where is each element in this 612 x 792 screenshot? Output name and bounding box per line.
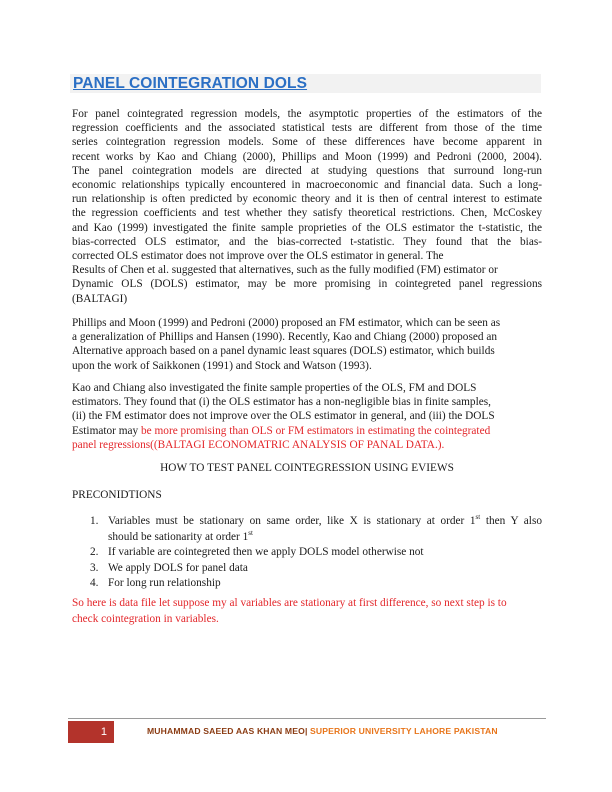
text-line: Phillips and Moon (1999) and Pedroni (2000) proposed an FM estimator, which can be seen as [72, 317, 501, 329]
text-line-red: So here is data file let suppose my al variables are stationary at first difference, so next step is to [72, 597, 507, 609]
closing-note [72, 596, 542, 627]
text-line [72, 424, 542, 438]
text-line: Kao and Chiang also investigated the finite sample properties of the OLS, FM and DOLS [72, 382, 477, 394]
list-number: 4. [90, 577, 99, 589]
text-line: upon the work of Saikkonen (1991) and Stock and Watson (1993). [72, 359, 372, 372]
footer-credit [147, 726, 498, 736]
section-title: HOW TO TEST PANEL COINTEGRESSION USING EVIEWS [160, 462, 454, 474]
page-number: 1 [100, 726, 107, 738]
text-line: run relationship is often predicted by economic theory and it is then of central interest to estimate [72, 193, 542, 206]
list-item [72, 514, 542, 545]
list-number: 2. [90, 546, 99, 558]
text-line: Results of Chen et al. suggested that alternatives, such as the fully modified (FM) estimator or [72, 264, 498, 277]
text-line [108, 530, 542, 546]
text-line: series cointegration regression models. Some of these differences have become apparent in [72, 136, 542, 149]
text-line: Alternative approach based on a panel dynamic least squares (DOLS) estimator, which builds [72, 345, 495, 358]
text-line-red: check cointegration in variables. [72, 612, 219, 625]
text-line: bias-corrected OLS estimator, and the bias-corrected t-statistic. They found that the bias- [72, 235, 542, 248]
list-number: 1. [90, 515, 99, 527]
list-item [72, 561, 542, 577]
text-line: and Kao (1999) investigated the finite sample proprieties of the OLS estimator the t-statistic, the [72, 221, 542, 234]
paragraph-fm-estimator [72, 316, 542, 373]
list-item [72, 545, 542, 561]
condition-text: We apply DOLS for panel data [108, 561, 248, 574]
text-black: Estimator may [72, 424, 142, 437]
superscript: st [248, 528, 253, 537]
page-number-box [68, 721, 114, 743]
footer-divider [68, 718, 546, 719]
text-line: recent works by Kao and Chiang (2000), Phillips and Moon (1999) and Pedroni (2000, 2004). [72, 150, 542, 163]
list-item [72, 576, 542, 592]
text-line: (ii) the FM estimator does not improve over the OLS estimator in general, and (iii) the DOLS [72, 410, 495, 423]
condition-text: If variable are cointegreted then we apply DOLS model otherwise not [108, 546, 424, 558]
paragraph-kao-chiang [72, 381, 542, 452]
text-line: estimators. They found that (i) the OLS estimator has a non-negligible bias in finite samples, [72, 396, 491, 409]
paragraph-intro [72, 107, 542, 306]
text-line: the regression coefficients and test whether they satisfy theoretical restrictions. Chen, McCoskey [72, 207, 542, 220]
text-line: corrected OLS estimator does not improve over the OLS estimator in general. The [72, 250, 444, 263]
footer-author: MUHAMMAD SAEED AAS KHAN MEO| [147, 726, 308, 736]
page-heading: PANEL COINTEGRATION DOLS [73, 75, 308, 92]
text-red: be more promising than OLS or FM estimators in estimating the cointegrated [141, 424, 491, 437]
preconditions-label: PRECONIDTIONS [72, 489, 162, 501]
footer-institution: SUPERIOR UNIVERSITY LAHORE PAKISTAN [307, 726, 498, 736]
text-line: regression coefficients and the associated statistical tests are different from those of the time [72, 122, 542, 135]
text-line: economic relationships typically encountered in macroeconomic and financial data. Such a long- [72, 179, 542, 192]
text-line [108, 514, 542, 530]
list-number: 3. [90, 561, 99, 574]
condition-text: should be sationarity at order 1 [108, 530, 249, 543]
superscript: st [475, 513, 481, 522]
condition-text: Variables must be stationary on same order, like X is stationary at order 1 [108, 515, 476, 527]
condition-text: For long run relationship [108, 577, 221, 589]
text-line: Dynamic OLS (DOLS) estimator, may be more promising in cointegreted panel regressions [72, 278, 542, 291]
text-line: (BALTAGI) [72, 292, 128, 305]
condition-text: then Y also [480, 515, 542, 527]
text-line: For panel cointegrated regression models, the asymptotic properties of the estimators of the [72, 108, 542, 120]
text-line: a generalization of Phillips and Hansen (1990). Recently, Kao and Chiang (2000) proposed an [72, 331, 497, 344]
conditions-list [72, 514, 542, 592]
text-line: The panel cointegration models are directed at studying questions that surround long-run [72, 164, 542, 177]
text-line-red: panel regressions((BALTAGI ECONOMATRIC ANALYSIS OF PANAL DATA.). [72, 438, 445, 451]
